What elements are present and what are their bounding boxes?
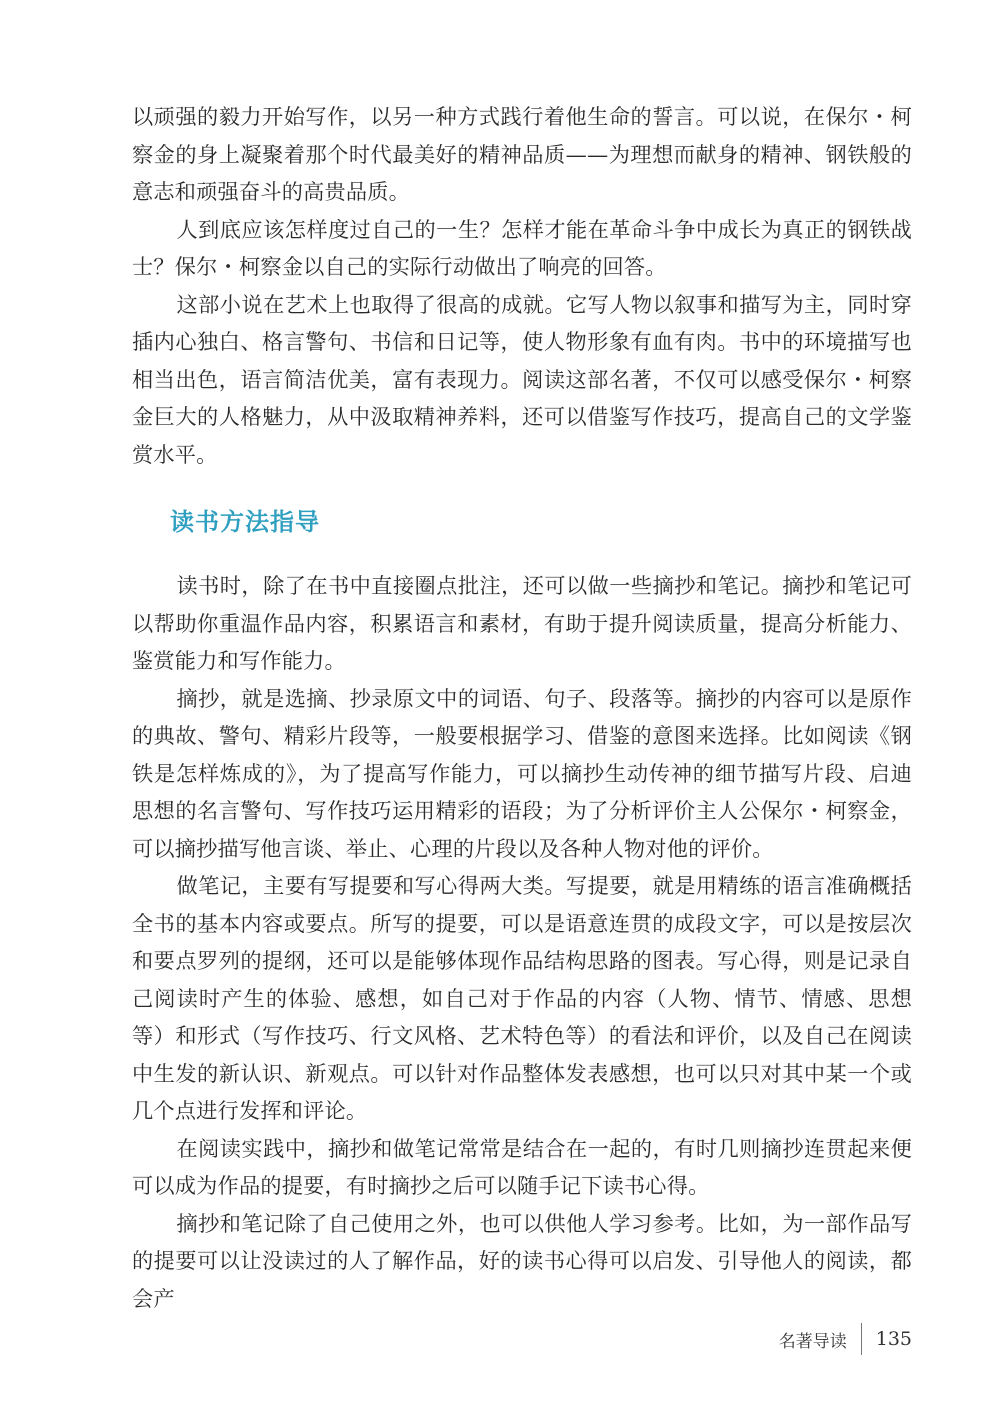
top-text-block [132, 98, 912, 473]
page-number: 135 [875, 1328, 912, 1350]
paragraph: 摘抄，就是选摘、抄录原文中的词语、句子、段落等。摘抄的内容可以是原作的典故、警句、精彩片段等，一般要根据学习、借鉴的意图来选择。比如阅读《钢铁是怎样炼成的》，为了提高写作能力，可以摘抄生动传神的细节描写片段、启迪思想的名言警句、写作技巧运用精彩的语段；为了分析评价主人公保尔・柯察金，可以摘抄描写他言谈、举止、心理的片段以及各种人物对他的评价。 [132, 685, 912, 861]
paragraph: 读书时，除了在书中直接圈点批注，还可以做一些摘抄和笔记。摘抄和笔记可以帮助你重温作品内容，积累语言和素材，有助于提升阅读质量，提高分析能力、鉴赏能力和写作能力。 [132, 573, 912, 673]
footer-divider [861, 1323, 862, 1355]
paragraph-continued: 以顽强的毅力开始写作，以另一种方式践行着他生命的誓言。可以说，在保尔・柯察金的身上凝聚着那个时代最美好的精神品质——为理想而献身的精神、钢铁般的意志和顽强奋斗的高贵品质。 [132, 104, 912, 204]
paragraph: 这部小说在艺术上也取得了很高的成就。它写人物以叙事和描写为主，同时穿插内心独白、格言警句、书信和日记等，使人物形象有血有肉。书中的环境描写也相当出色，语言简洁优美，富有表现力。阅读这部名著，不仅可以感受保尔・柯察金巨大的人格魅力，从中汲取精神养料，还可以借鉴写作技巧，提高自己的文学鉴赏水平。 [132, 291, 912, 467]
paragraph: 摘抄和笔记除了自己使用之外，也可以供他人学习参考。比如，为一部作品写的提要可以让没读过的人了解作品，好的读书心得可以启发、引导他人的阅读，都会产 [132, 1210, 912, 1311]
section-text-block [132, 567, 912, 1317]
running-title: 名著导读 [778, 1331, 847, 1352]
paragraph: 做笔记，主要有写提要和写心得两大类。写提要，就是用精练的语言准确概括全书的基本内容或要点。所写的提要，可以是语意连贯的成段文字，可以是按层次和要点罗列的提纲，还可以是能够体现作品结构思路的图表。写心得，则是记录自己阅读时产生的体验、感想，如自己对于作品的内容（人物、情节、情感、思想等）和形式（写作技巧、行文风格、艺术特色等）的看法和评价，以及自己在阅读中生发的新认识、新观点。可以针对作品整体发表感想，也可以只对其中某一个或几个点进行发挥和评论。 [132, 873, 912, 1123]
page-footer [779, 1323, 912, 1355]
paragraph: 人到底应该怎样度过自己的一生？怎样才能在革命斗争中成长为真正的钢铁战士？保尔・柯察金以自己的实际行动做出了响亮的回答。 [132, 216, 912, 279]
section-heading: 读书方法指导 [170, 508, 320, 536]
paragraph: 在阅读实践中，摘抄和做笔记常常是结合在一起的，有时几则摘抄连贯起来便可以成为作品的提要，有时摘抄之后可以随手记下读书心得。 [132, 1135, 912, 1198]
